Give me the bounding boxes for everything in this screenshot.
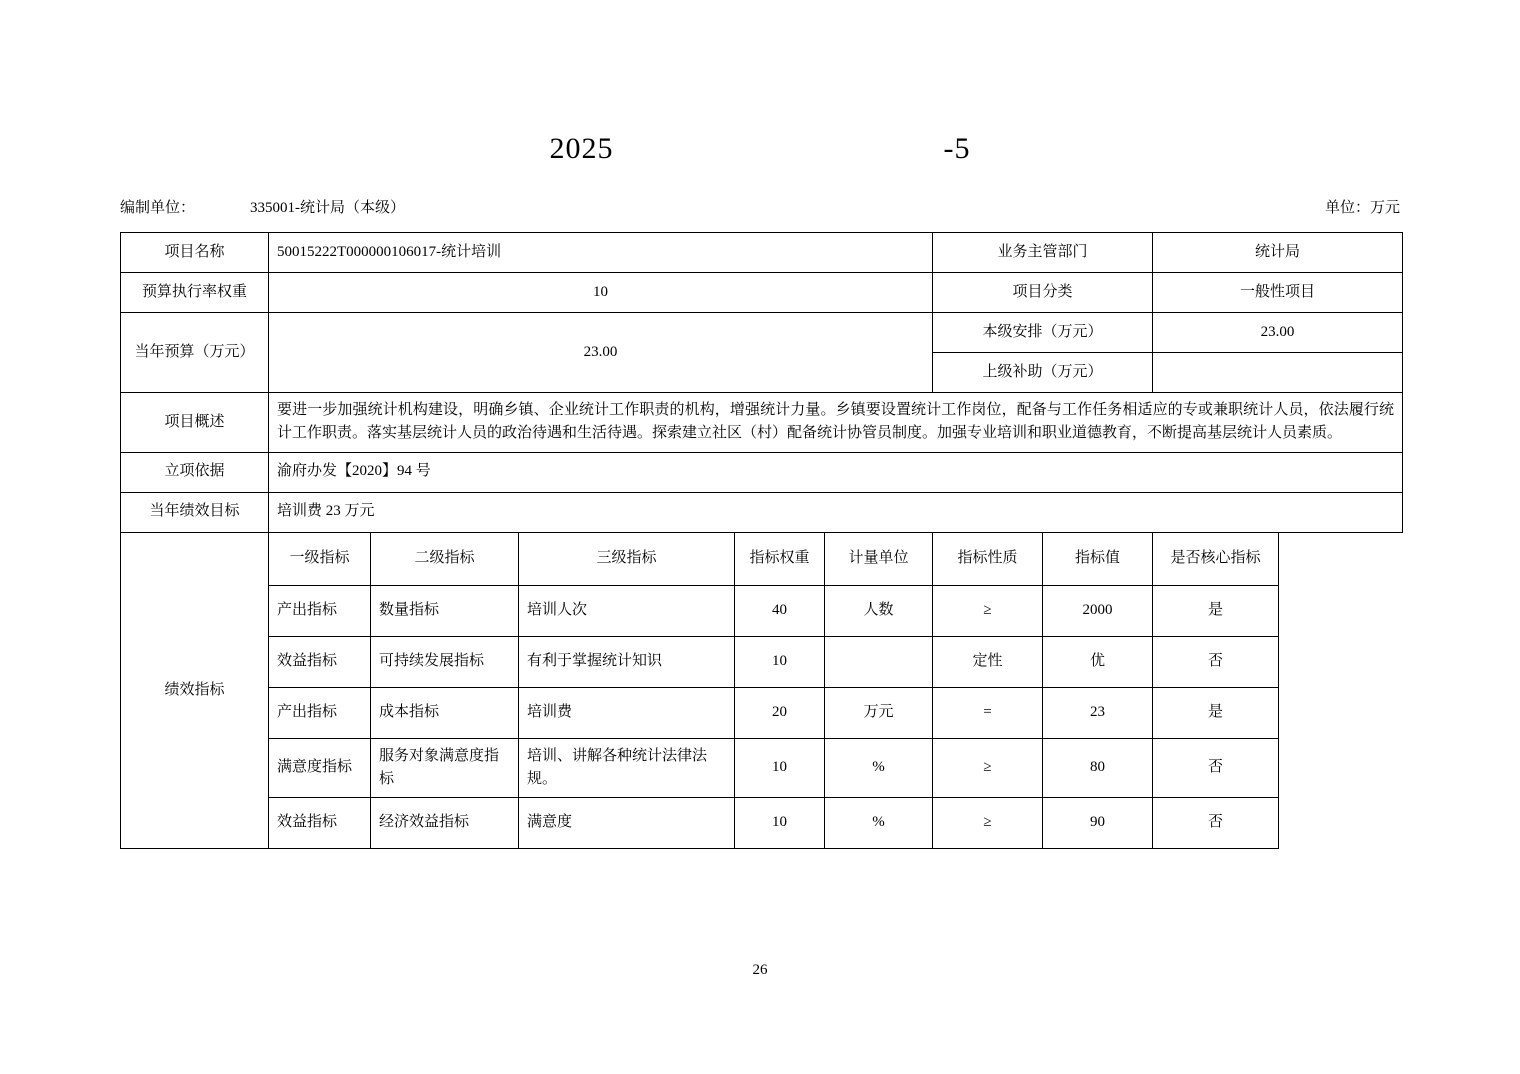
table-row	[121, 452, 1403, 492]
kpi-header-nature: 指标性质	[933, 532, 1043, 585]
table-row	[121, 798, 1403, 849]
kpi-header-level1: 一级指标	[269, 532, 371, 585]
kpi-cell-core: 否	[1153, 636, 1279, 687]
kpi-cell-level2: 成本指标	[371, 687, 519, 738]
kpi-header-unit: 计量单位	[825, 532, 933, 585]
year-budget-label: 当年预算（万元）	[121, 313, 269, 393]
table-row	[121, 393, 1403, 453]
kpi-cell-level3: 培训费	[519, 687, 735, 738]
project-budget-table	[120, 232, 1403, 849]
category-value: 一般性项目	[1153, 273, 1403, 313]
kpi-cell-weight: 10	[735, 798, 825, 849]
category-label: 项目分类	[933, 273, 1153, 313]
kpi-header-core: 是否核心指标	[1153, 532, 1279, 585]
exec-weight-value: 10	[269, 273, 933, 313]
year-goal-value: 培训费 23 万元	[269, 492, 1403, 532]
compiling-unit-value: 335001-统计局（本级）	[250, 200, 405, 216]
kpi-cell-core: 否	[1153, 738, 1279, 798]
exec-weight-label: 预算执行率权重	[121, 273, 269, 313]
page-number: 26	[752, 962, 768, 978]
table-row	[121, 492, 1403, 532]
kpi-cell-nature: =	[933, 687, 1043, 738]
kpi-cell-weight: 10	[735, 738, 825, 798]
kpi-cell-value: 2000	[1043, 585, 1153, 636]
meta-row	[120, 196, 1400, 217]
kpi-cell-unit: %	[825, 738, 933, 798]
kpi-cell-weight: 40	[735, 585, 825, 636]
table-row	[121, 233, 1403, 273]
kpi-header-level2: 二级指标	[371, 532, 519, 585]
kpi-section-label: 绩效指标	[121, 532, 269, 849]
dept-label: 业务主管部门	[933, 233, 1153, 273]
kpi-cell-nature: 定性	[933, 636, 1043, 687]
kpi-cell-level2: 可持续发展指标	[371, 636, 519, 687]
kpi-cell-level1: 效益指标	[269, 798, 371, 849]
kpi-cell-value: 90	[1043, 798, 1153, 849]
kpi-header-row	[121, 532, 1403, 585]
table-row	[121, 738, 1403, 798]
year-goal-label: 当年绩效目标	[121, 492, 269, 532]
kpi-cell-level3: 满意度	[519, 798, 735, 849]
kpi-cell-weight: 20	[735, 687, 825, 738]
page-title	[0, 132, 1520, 166]
kpi-cell-level1: 效益指标	[269, 636, 371, 687]
kpi-cell-level3: 培训人次	[519, 585, 735, 636]
table-row	[121, 273, 1403, 313]
project-name-label: 项目名称	[121, 233, 269, 273]
table-row	[121, 687, 1403, 738]
kpi-cell-level3: 有利于掌握统计知识	[519, 636, 735, 687]
kpi-cell-unit: 万元	[825, 687, 933, 738]
kpi-cell-nature: ≥	[933, 738, 1043, 798]
superior-subsidy-value	[1153, 353, 1403, 393]
year-budget-value: 23.00	[269, 313, 933, 393]
kpi-cell-weight: 10	[735, 636, 825, 687]
table-row	[121, 636, 1403, 687]
superior-subsidy-label: 上级补助（万元）	[933, 353, 1153, 393]
kpi-cell-level1: 产出指标	[269, 687, 371, 738]
title-suffix: -5	[943, 132, 971, 165]
overview-label: 项目概述	[121, 393, 269, 453]
dept-value: 统计局	[1153, 233, 1403, 273]
kpi-cell-level2: 经济效益指标	[371, 798, 519, 849]
local-arrange-value: 23.00	[1153, 313, 1403, 353]
kpi-cell-nature: ≥	[933, 798, 1043, 849]
kpi-header-value: 指标值	[1043, 532, 1153, 585]
kpi-cell-nature: ≥	[933, 585, 1043, 636]
kpi-cell-level2: 数量指标	[371, 585, 519, 636]
kpi-cell-unit: 人数	[825, 585, 933, 636]
compiling-unit-label: 编制单位：	[120, 200, 196, 216]
kpi-header-weight: 指标权重	[735, 532, 825, 585]
kpi-cell-core: 是	[1153, 585, 1279, 636]
kpi-cell-level1: 产出指标	[269, 585, 371, 636]
local-arrange-label: 本级安排（万元）	[933, 313, 1153, 353]
table-row	[121, 313, 1403, 353]
project-name-value: 50015222T000000106017-统计培训	[269, 233, 933, 273]
kpi-header-level3: 三级指标	[519, 532, 735, 585]
kpi-cell-unit: %	[825, 798, 933, 849]
basis-value: 渝府办发【2020】94 号	[269, 452, 1403, 492]
kpi-cell-unit	[825, 636, 933, 687]
kpi-cell-level3: 培训、讲解各种统计法律法规。	[519, 738, 735, 798]
kpi-cell-value: 优	[1043, 636, 1153, 687]
overview-value: 要进一步加强统计机构建设，明确乡镇、企业统计工作职责的机构，增强统计力量。乡镇要设置统计工作岗位，配备与工作任务相适应的专或兼职统计人员，依法履行统计工作职责。落实基层统计人员的政治待遇和生活待遇。探索建立社区（村）配备统计协管员制度。加强专业培训和职业道德教育，不断提高基层统计人员素质。	[269, 393, 1403, 453]
basis-label: 立项依据	[121, 452, 269, 492]
kpi-cell-value: 23	[1043, 687, 1153, 738]
title-year: 2025	[549, 132, 614, 165]
kpi-cell-core: 是	[1153, 687, 1279, 738]
kpi-cell-level1: 满意度指标	[269, 738, 371, 798]
currency-note: 单位：万元	[1324, 200, 1400, 216]
kpi-cell-value: 80	[1043, 738, 1153, 798]
kpi-cell-level2: 服务对象满意度指标	[371, 738, 519, 798]
table-row	[121, 585, 1403, 636]
kpi-cell-core: 否	[1153, 798, 1279, 849]
